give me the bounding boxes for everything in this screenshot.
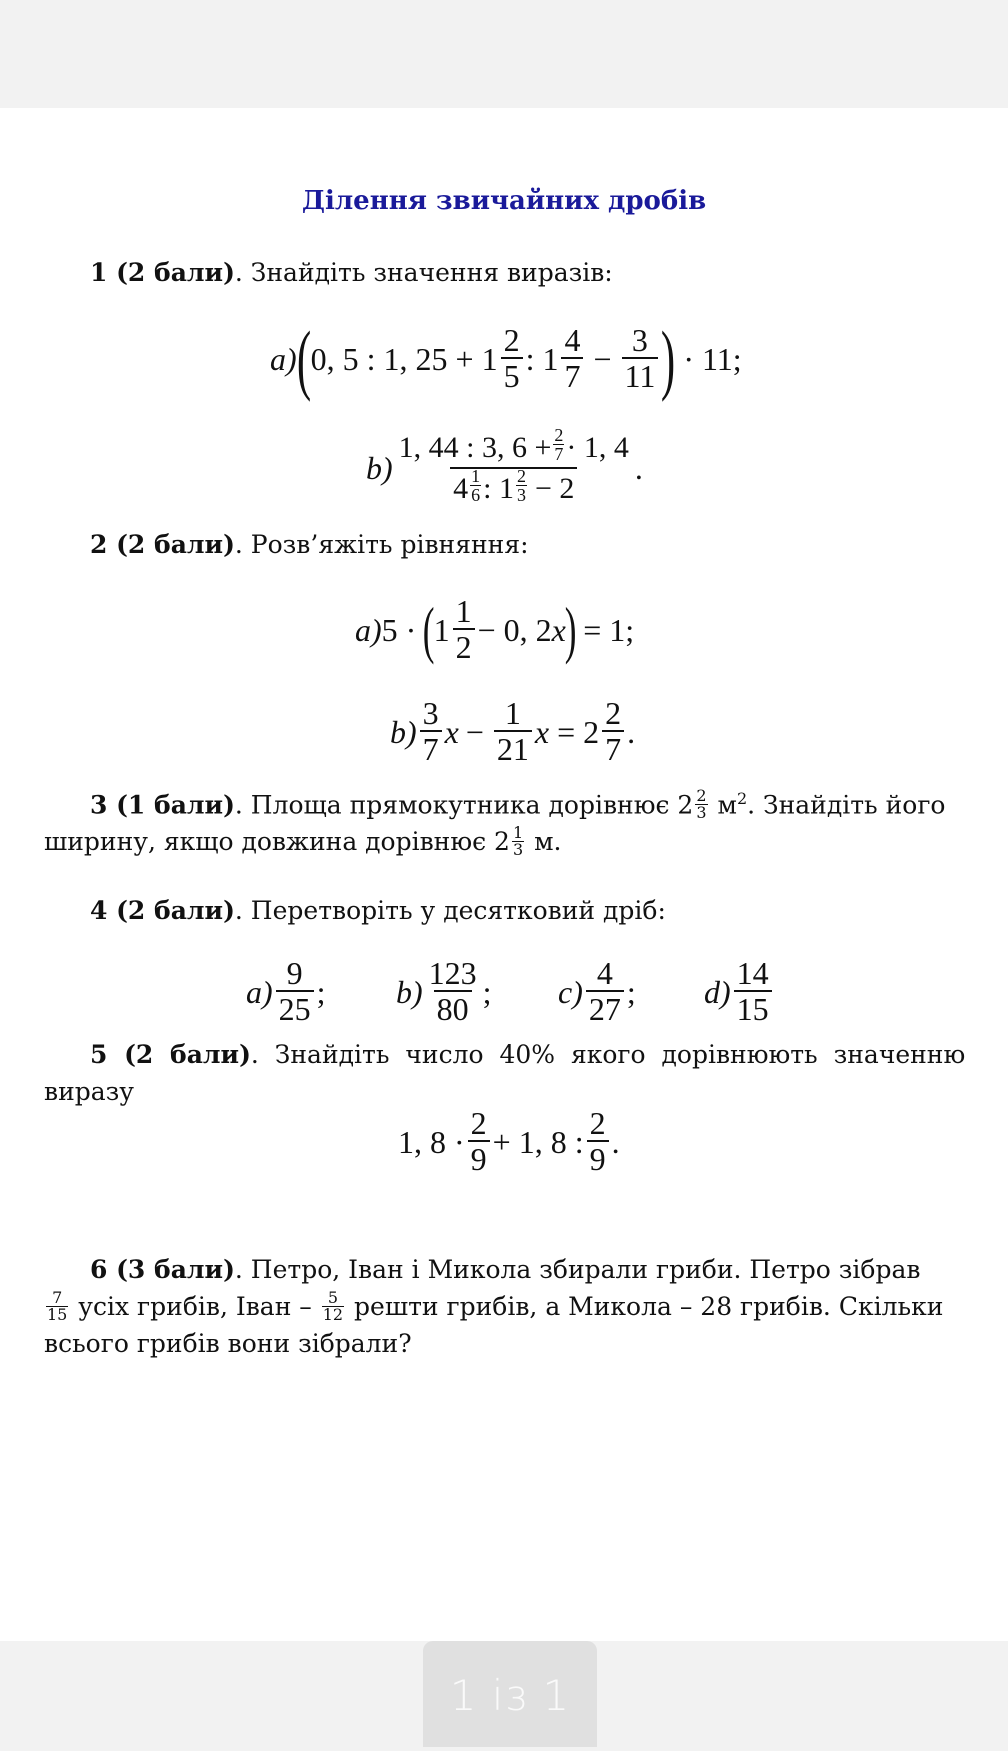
math-text: . bbox=[634, 449, 643, 486]
fraction: $\frac{2}{5}$ bbox=[501, 324, 523, 395]
problem-1-heading bbox=[44, 254, 978, 291]
problem-4-item: a) $\frac{9}{25}$ ; bbox=[246, 954, 326, 1028]
part-label: b) bbox=[390, 713, 417, 750]
problem-4-items bbox=[246, 952, 775, 1032]
fraction: $\frac{2}{9}$ bbox=[587, 1107, 609, 1178]
fraction: $\frac{3}{7}$ bbox=[420, 697, 442, 768]
variable: x bbox=[551, 611, 566, 648]
problem-6-text: усіх грибів, Іван – bbox=[70, 1292, 320, 1321]
problem-2a-equation bbox=[355, 588, 634, 672]
right-paren: ) bbox=[564, 594, 577, 665]
problem-3-text: ширину, якщо довжина дорівнює 2 bbox=[44, 827, 510, 857]
page-counter: 1 із 1 bbox=[423, 1641, 597, 1747]
math-text: 0, 5 : 1, 25 + 1 bbox=[310, 340, 498, 377]
problem-2b-equation bbox=[390, 692, 635, 772]
problem-6-text: решти грибів, а Микола – 28 грибів. Скільки bbox=[346, 1292, 944, 1321]
fraction: $\frac{1}{3}$ bbox=[512, 823, 524, 860]
problem-2-heading bbox=[44, 526, 978, 563]
fraction: $\frac{2}{9}$ bbox=[468, 1107, 490, 1178]
problem-1a-expression bbox=[270, 314, 742, 404]
fraction: $\frac{1}{2}$ bbox=[453, 595, 475, 666]
superscript: 2 bbox=[736, 789, 748, 808]
problem-6-text: всього грибів вони зібрали? bbox=[44, 1329, 412, 1358]
math-text: 5 · bbox=[381, 611, 417, 648]
problem-3 bbox=[44, 780, 978, 860]
problem-2-label: 2 (2 бали) bbox=[90, 530, 235, 559]
part-label: b) bbox=[366, 449, 393, 486]
fraction: $\frac{2}{3}$ bbox=[696, 786, 707, 823]
fraction: $\frac{7}{15}$ bbox=[47, 1288, 68, 1324]
problem-3-text: . Знайдіть його bbox=[747, 790, 946, 820]
problem-4-item: d) $\frac{14}{15}$ bbox=[704, 957, 775, 1028]
fraction: $\frac{5}{12}$ bbox=[322, 1288, 344, 1324]
problem-6 bbox=[44, 1251, 978, 1362]
math-text: = 2 bbox=[557, 713, 600, 750]
math-text: − 0, 2 bbox=[477, 611, 552, 648]
problem-4-heading bbox=[44, 892, 978, 929]
complex-fraction: 1, 44 : 3, 6 + $\frac{2}{7}$ · 1, 4 4 $\frac{1}{6}$ : 1 $\frac{2}{3}$ − 2 bbox=[396, 428, 632, 508]
fraction: $\frac{3}{11}$ bbox=[622, 324, 659, 395]
part-label: a) bbox=[270, 340, 297, 377]
problem-3-label: 3 (1 бали) bbox=[90, 790, 235, 820]
problem-3-text: . Площа прямокутника дорівнює 2 bbox=[234, 790, 694, 820]
problem-2-text: . Розв’яжіть рівняння: bbox=[234, 530, 529, 559]
math-text: . bbox=[627, 713, 636, 750]
problem-5 bbox=[44, 1036, 978, 1110]
math-text: 1, 8 · bbox=[398, 1123, 465, 1160]
document-title: Ділення звичайних дробів bbox=[301, 186, 707, 216]
problem-3-text: м bbox=[709, 790, 737, 820]
problem-4-label: 4 (2 бали) bbox=[90, 896, 235, 925]
left-paren: ( bbox=[296, 315, 311, 402]
problem-6-label: 6 (3 бали) bbox=[90, 1255, 235, 1284]
variable: x bbox=[444, 713, 459, 750]
problem-3-text: м. bbox=[526, 827, 562, 857]
problem-4-item: c) $\frac{4}{27}$ ; bbox=[558, 954, 636, 1028]
math-text: + 1, 8 : bbox=[492, 1123, 584, 1160]
problem-5-text: . Знайдіть число 40% якого дорівнюють значенню bbox=[250, 1040, 966, 1069]
part-label: a) bbox=[355, 611, 382, 648]
problem-6-text: . Петро, Іван і Микола збирали гриби. Петро зібрав bbox=[234, 1255, 921, 1284]
math-operator: − bbox=[465, 713, 484, 750]
problem-5-expression bbox=[398, 1102, 620, 1182]
math-operator: − bbox=[593, 340, 612, 377]
problem-5-text: виразу bbox=[44, 1077, 134, 1106]
math-text: = 1; bbox=[583, 611, 635, 648]
problem-1-text: . Знайдіть значення виразів: bbox=[234, 258, 613, 287]
fraction: $\frac{4}{7}$ bbox=[561, 324, 583, 395]
math-text: · 11; bbox=[683, 340, 742, 377]
left-paren: ( bbox=[423, 594, 435, 665]
math-text: . bbox=[611, 1123, 620, 1160]
fraction: $\frac{2}{7}$ bbox=[602, 697, 624, 768]
fraction: $\frac{1}{21}$ bbox=[494, 697, 532, 768]
math-text: : 1 bbox=[525, 340, 559, 377]
viewer-top-bar bbox=[0, 0, 1008, 108]
problem-4-item: b) $\frac{123}{80}$ ; bbox=[396, 954, 492, 1028]
problem-5-label: 5 (2 бали) bbox=[90, 1040, 251, 1069]
right-paren: ) bbox=[661, 315, 676, 402]
problem-4-text: . Перетворіть у десятковий дріб: bbox=[234, 896, 666, 925]
variable: x bbox=[534, 713, 550, 750]
problem-1b-expression bbox=[366, 426, 643, 510]
math-text: 1 bbox=[433, 611, 450, 648]
problem-1-label: 1 (2 бали) bbox=[90, 258, 235, 287]
